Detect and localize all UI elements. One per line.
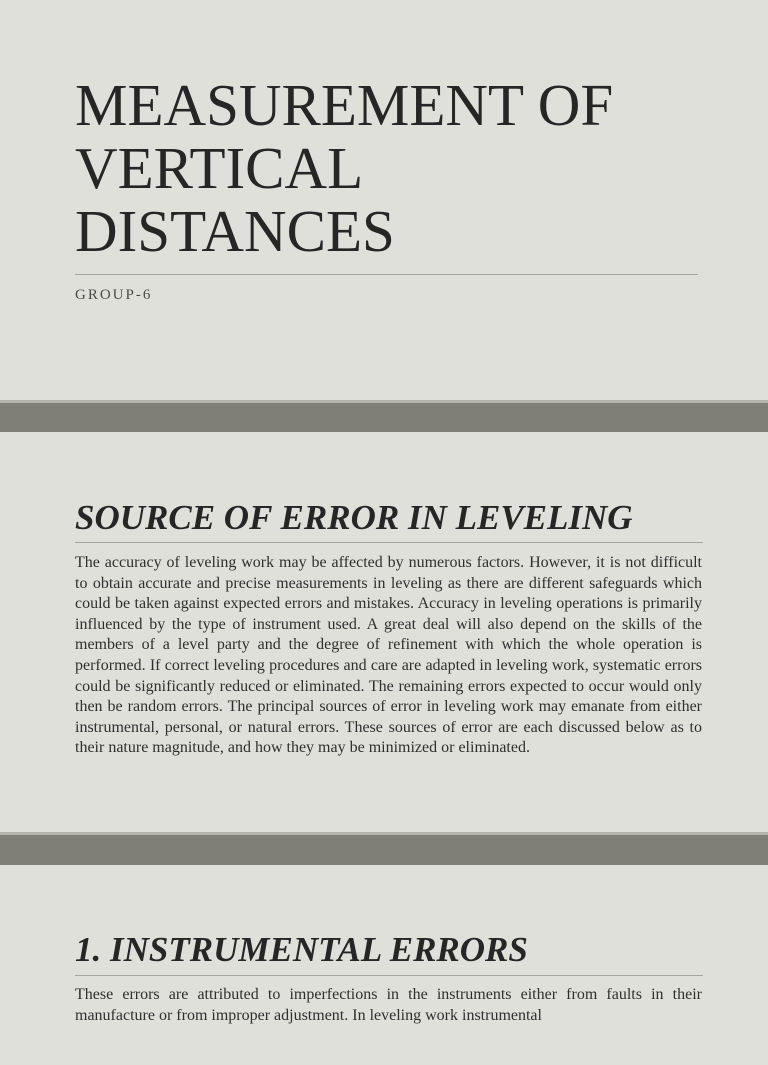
slide-heading: 1. INSTRUMENTAL ERRORS [75, 930, 528, 969]
title-line: DISTANCES [75, 198, 395, 264]
heading-rule [75, 542, 703, 543]
presentation-subtitle: GROUP-6 [75, 287, 153, 303]
slide-divider [0, 832, 768, 865]
content-slide [0, 865, 768, 1065]
title-rule [75, 274, 698, 275]
title-slide [0, 0, 768, 400]
slide-body-text: These errors are attributed to imperfections in the instruments either from faults in their manufacture or from improper adjustment. In leveling work instrumental [75, 986, 702, 1024]
content-slide [0, 432, 768, 832]
title-line: MEASUREMENT OF [75, 72, 614, 138]
slide-body-text: The accuracy of leveling work may be affected by numerous factors. However, it is not difficult to obtain accurate and precise measurements in leveling as there are different safeguards which could be taken against expected errors and mistakes. Accuracy in leveling operations is primarily influenced by the type of instrument used. A great deal will also depend on the skills of the members of a level party and the degree of refinement with which the whole operation is performed. If correct leveling procedures and care are adapted in leveling work, systematic errors could be significantly reduced or eliminated. The remaining errors expected to occur would only then be random errors. The principal sources of error in leveling work may emanate from either instrumental, personal, or natural errors. These sources of error are each discussed below as to their nature magnitude, and how they may be minimized or eliminated. [75, 554, 702, 757]
title-line: VERTICAL [75, 135, 364, 201]
slide-heading: SOURCE OF ERROR IN LEVELING [75, 498, 633, 537]
heading-rule [75, 975, 703, 976]
presentation-title [75, 74, 715, 263]
slide-divider [0, 400, 768, 432]
